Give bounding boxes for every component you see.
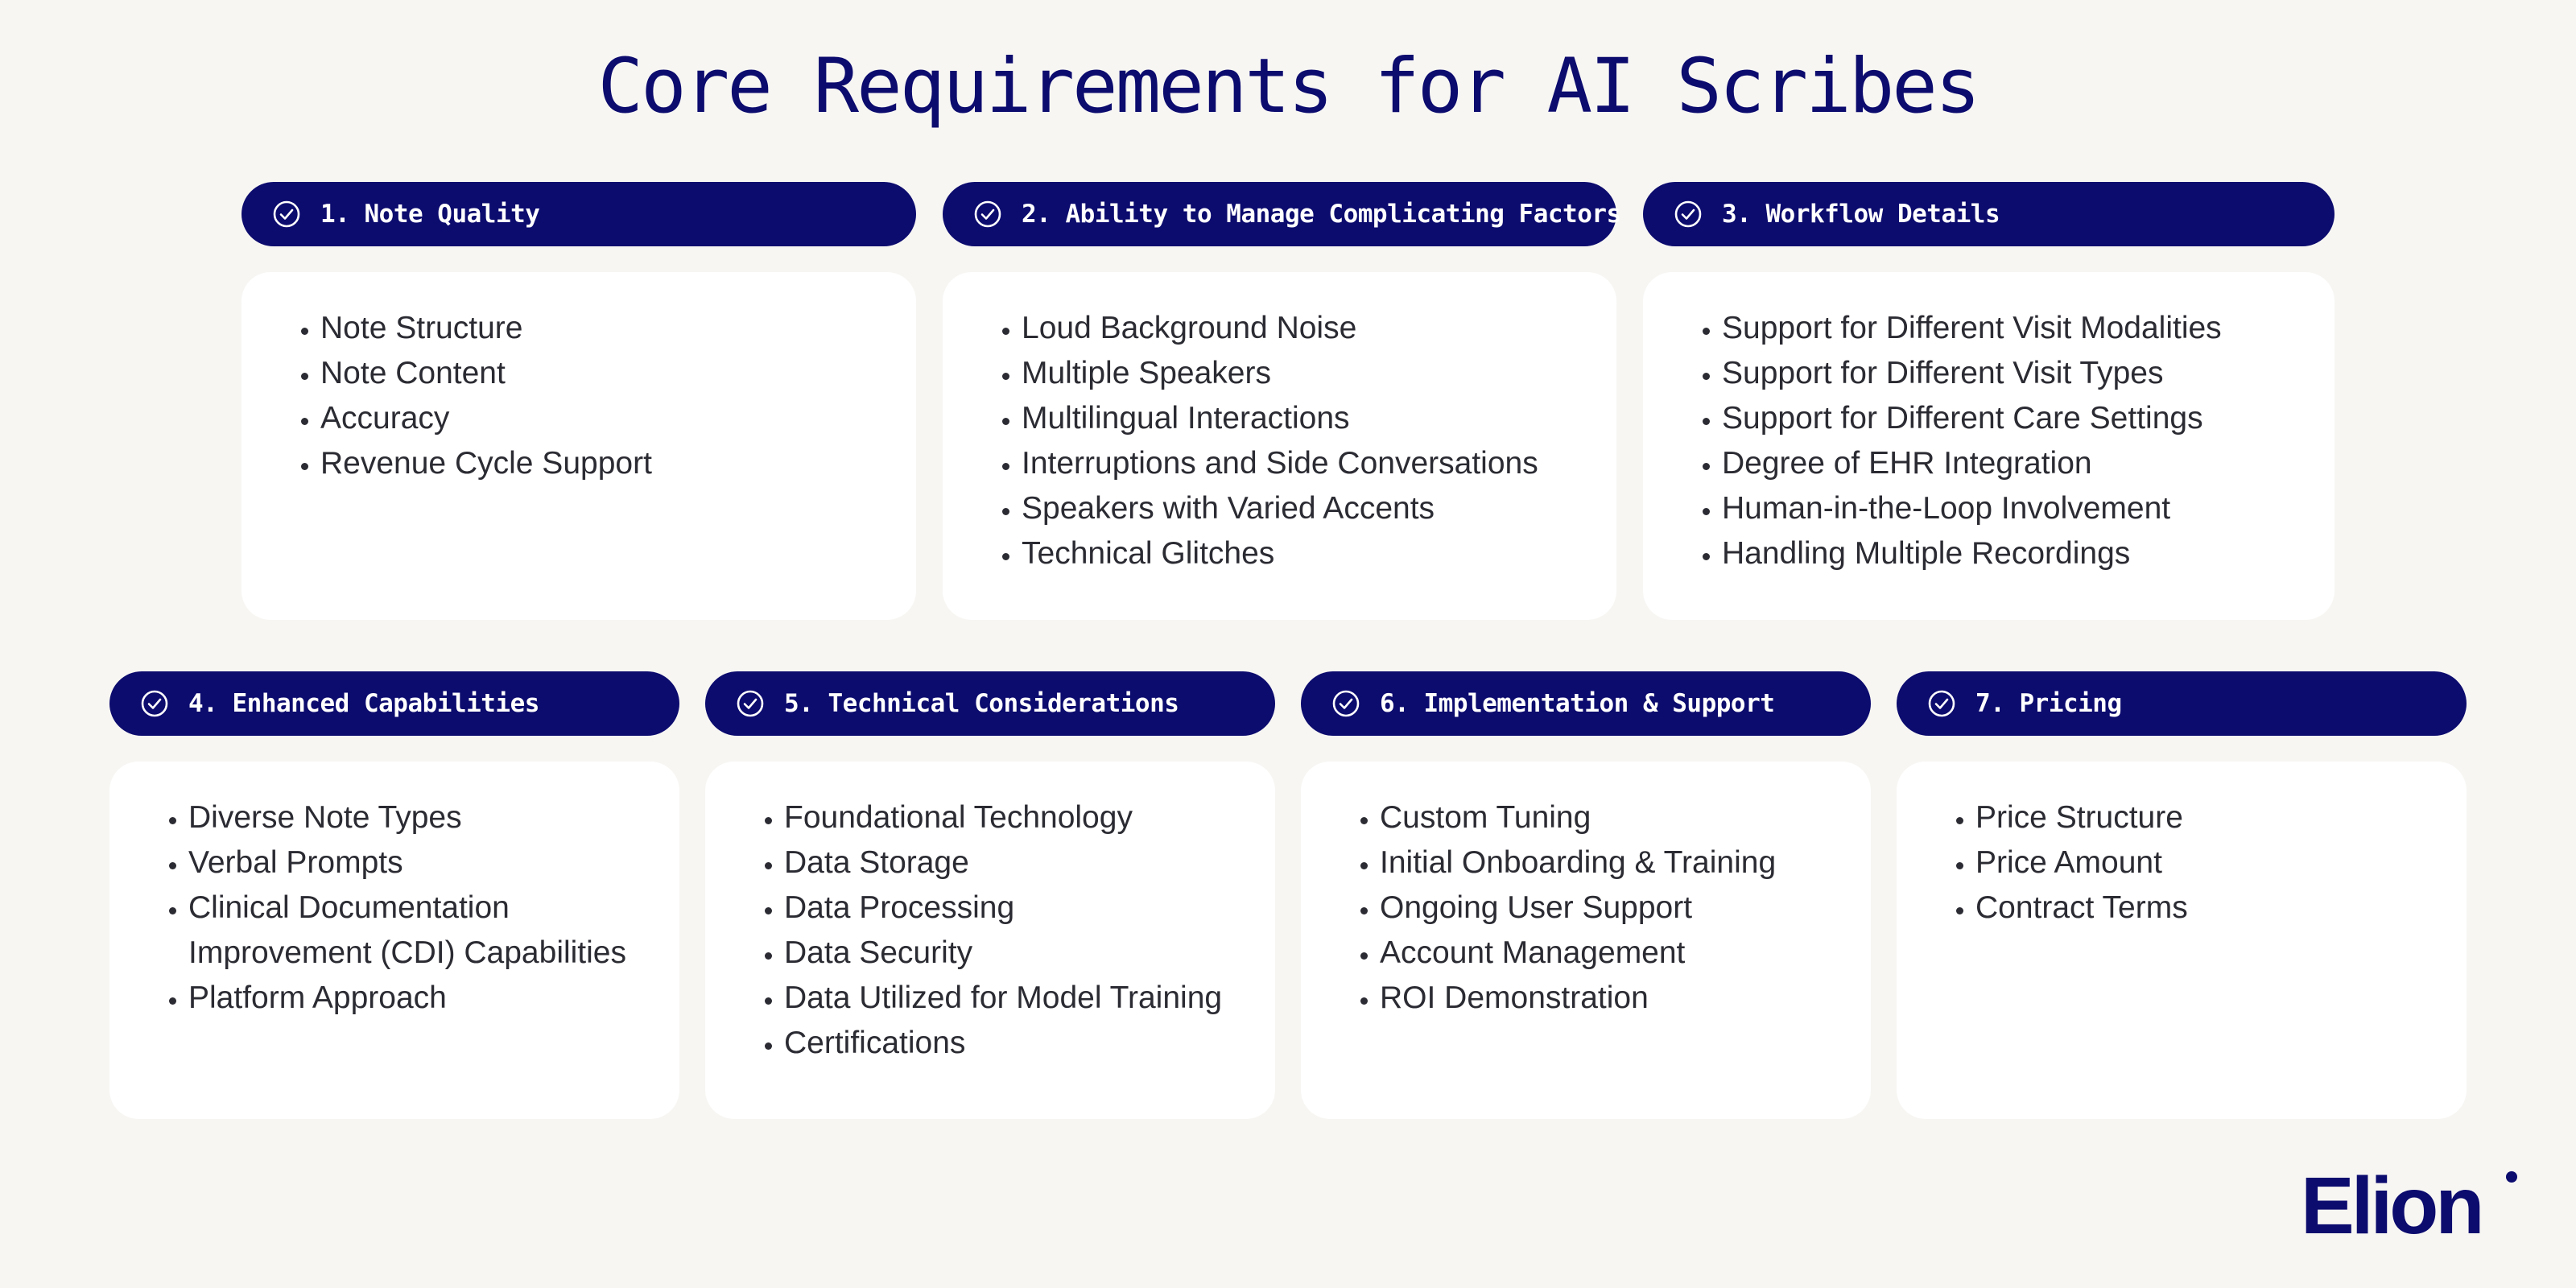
check-circle-icon	[1331, 689, 1360, 718]
card-body	[943, 272, 1616, 620]
list-item: • Platform Approach	[188, 976, 655, 1021]
list-item: • Diverse Note Types	[188, 795, 655, 840]
list-item: • Revenue Cycle Support	[320, 441, 892, 486]
elion-logo	[2301, 1162, 2518, 1243]
list-item: • Data Utilized for Model Training	[784, 976, 1251, 1021]
card-body	[1643, 272, 2334, 620]
list-item: • Speakers with Varied Accents	[1022, 486, 1592, 531]
card-title: 2. Ability to Manage Complicating Factors	[1022, 200, 1621, 229]
requirement-list	[752, 795, 1251, 1066]
list-item: • Contract Terms	[1975, 886, 2442, 931]
list-item: • Support for Different Care Settings	[1722, 396, 2310, 441]
card-implementation-support	[1301, 671, 1871, 1119]
list-item: • Support for Different Visit Modalities	[1722, 306, 2310, 351]
page-title: Core Requirements for AI Scribes	[597, 43, 1979, 130]
check-circle-icon	[272, 200, 301, 229]
card-title: 4. Enhanced Capabilities	[188, 689, 539, 718]
list-item: • Certifications	[784, 1021, 1251, 1066]
card-body	[242, 272, 916, 620]
card-pricing	[1897, 671, 2467, 1119]
logo-dot-icon	[2506, 1171, 2517, 1183]
list-item: • Data Processing	[784, 886, 1251, 931]
requirement-list	[1690, 306, 2310, 576]
card-title: 5. Technical Considerations	[784, 689, 1179, 718]
list-item: • ROI Demonstration	[1380, 976, 1847, 1021]
list-item: • Multilingual Interactions	[1022, 396, 1592, 441]
card-header	[1643, 182, 2334, 246]
card-header	[109, 671, 679, 736]
card-body	[109, 762, 679, 1119]
check-circle-icon	[736, 689, 765, 718]
list-item: • Multiple Speakers	[1022, 351, 1592, 396]
check-circle-icon	[973, 200, 1002, 229]
list-item: • Ongoing User Support	[1380, 886, 1847, 931]
card-header	[1301, 671, 1871, 736]
logo-text: Elion	[2301, 1162, 2482, 1243]
card-header	[1897, 671, 2467, 736]
list-item: • Custom Tuning	[1380, 795, 1847, 840]
list-item: • Price Structure	[1975, 795, 2442, 840]
check-circle-icon	[1674, 200, 1703, 229]
list-item: • Account Management	[1380, 931, 1847, 976]
card-header	[705, 671, 1275, 736]
list-item: • Note Content	[320, 351, 892, 396]
list-item: • Foundational Technology	[784, 795, 1251, 840]
card-body	[1897, 762, 2467, 1119]
card-title: 6. Implementation & Support	[1380, 689, 1775, 718]
card-title: 1. Note Quality	[320, 200, 540, 229]
requirement-list	[1943, 795, 2442, 931]
list-item: • Initial Onboarding & Training	[1380, 840, 1847, 886]
check-circle-icon	[140, 689, 169, 718]
list-item: • Degree of EHR Integration	[1722, 441, 2310, 486]
card-body	[705, 762, 1275, 1119]
card-title: 3. Workflow Details	[1722, 200, 2000, 229]
list-item: • Interruptions and Side Conversations	[1022, 441, 1592, 486]
list-item: • Clinical Documentation Improvement (CDI) Capabilities	[188, 886, 655, 976]
requirement-list	[156, 795, 655, 1021]
list-item: • Data Storage	[784, 840, 1251, 886]
list-item: • Handling Multiple Recordings	[1722, 531, 2310, 576]
card-technical-considerations	[705, 671, 1275, 1119]
requirement-list	[288, 306, 892, 486]
card-enhanced-capabilities	[109, 671, 679, 1119]
list-item: • Note Structure	[320, 306, 892, 351]
list-item: • Loud Background Noise	[1022, 306, 1592, 351]
list-item: • Human-in-the-Loop Involvement	[1722, 486, 2310, 531]
card-complicating-factors	[943, 182, 1621, 620]
list-item: • Price Amount	[1975, 840, 2442, 886]
card-header	[242, 182, 916, 246]
card-workflow-details	[1643, 182, 2334, 620]
list-item: • Data Security	[784, 931, 1251, 976]
card-title: 7. Pricing	[1975, 689, 2122, 718]
list-item: • Technical Glitches	[1022, 531, 1592, 576]
list-item: • Verbal Prompts	[188, 840, 655, 886]
list-item: • Accuracy	[320, 396, 892, 441]
requirement-list	[1348, 795, 1847, 1021]
check-circle-icon	[1927, 689, 1956, 718]
card-body	[1301, 762, 1871, 1119]
list-item: • Support for Different Visit Types	[1722, 351, 2310, 396]
requirement-list	[989, 306, 1592, 576]
card-note-quality	[242, 182, 916, 620]
card-header	[943, 182, 1621, 246]
